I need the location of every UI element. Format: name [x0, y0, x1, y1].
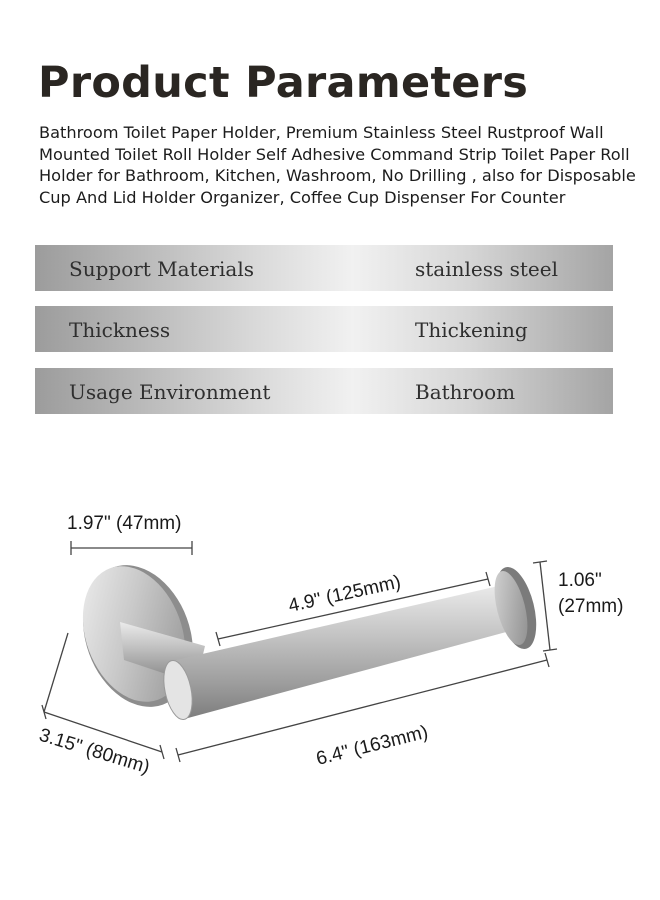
dim-end-cap-mm: (27mm) [558, 596, 624, 617]
dim-total-length: 6.4" (163mm) [314, 721, 431, 770]
param-row-thickness [35, 306, 613, 352]
param-label: Support Materials [69, 257, 254, 281]
param-value: Thickening [415, 318, 528, 342]
dim-end-cap-inch: 1.06" [558, 570, 602, 591]
param-value: stainless steel [415, 257, 558, 281]
param-label: Usage Environment [69, 380, 271, 404]
param-row-support-materials [35, 245, 613, 291]
param-row-usage-environment [35, 368, 613, 414]
page-title: Product Parameters [38, 58, 529, 108]
dim-rod-length: 4.9" (125mm) [286, 571, 403, 617]
param-value: Bathroom [415, 380, 516, 404]
dim-base-diameter: 3.15" (80mm) [36, 724, 153, 779]
dim-base-width: 1.97" (47mm) [67, 513, 182, 534]
product-description: Bathroom Toilet Paper Holder, Premium Stainless Steel Rustproof Wall Mounted Toilet Roll Holder Self Adhesive Command Strip Toilet Paper Roll Holder for Bathroom, Kitchen, Washroom, No Drilling , also for Disposable Cup And Lid Holder Organizer, Coffee Cup Dispenser For Counter [39, 123, 636, 207]
product-dimension-diagram [0, 480, 660, 900]
param-label: Thickness [69, 318, 171, 342]
